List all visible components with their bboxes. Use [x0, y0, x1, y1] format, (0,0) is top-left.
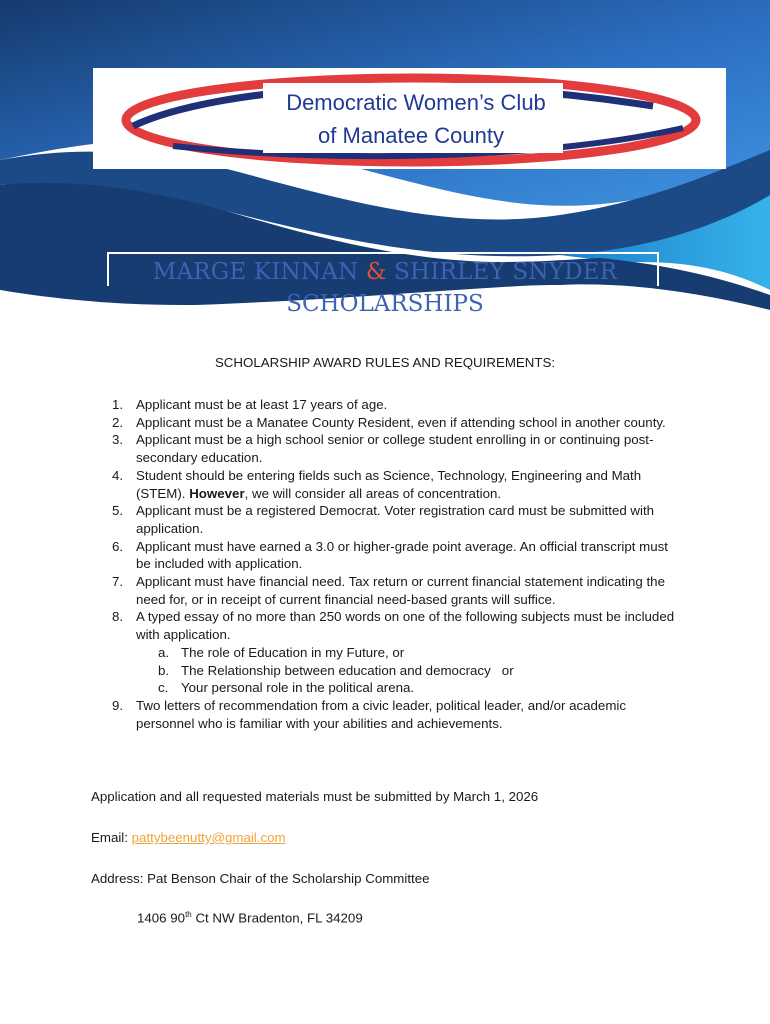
address-line: Address: Pat Benson Chair of the Scholarship Committee — [91, 871, 430, 886]
rule-item — [112, 431, 682, 466]
rules-heading: SCHOLARSHIP AWARD RULES AND REQUIREMENTS: — [214, 355, 556, 370]
street-rest: Ct NW Bradenton, FL 34209 — [191, 910, 363, 926]
rule-number: 9. — [112, 697, 124, 713]
essay-subjects-list — [136, 644, 682, 697]
email-label: Email: — [91, 830, 132, 845]
email-line — [91, 830, 286, 845]
deadline-text: Application and all requested materials must be submitted by March 1, 2026 — [91, 789, 539, 804]
street-number: 1406 90 — [137, 910, 186, 926]
rule-text: Applicant must have financial need. Tax return or current financial statement indicating the need for, or in receipt of current financial need-based grants will suffice. — [136, 574, 665, 607]
rule-item — [112, 538, 682, 573]
title-ampersand: & — [365, 259, 387, 285]
essay-subject — [136, 644, 682, 662]
rules-list — [112, 396, 682, 732]
rule-item — [112, 573, 682, 608]
rule-number: 5. — [112, 503, 124, 519]
rule-text: Student should be entering fields such as Science, Technology, Engineering and Math (STEM). — [136, 467, 642, 501]
logo-graphic — [93, 68, 726, 169]
logo-line1: Democratic Women’s Club — [286, 90, 546, 115]
title-name-1: MARGE KINNAN — [152, 259, 359, 285]
ordinal-suffix: th — [185, 910, 192, 919]
rule-item — [112, 467, 682, 502]
rule-number: 6. — [112, 538, 124, 554]
subject-letter: a. — [158, 644, 170, 660]
rule-number: 4. — [112, 467, 124, 483]
logo-line2: of Manatee County — [318, 123, 504, 148]
subject-text: The Relationship between education and democracy or — [181, 662, 514, 678]
rule-text: Applicant must be a high school senior or college student enrolling in or continuing post-secondary education. — [136, 432, 654, 466]
rule-emphasis: However — [189, 485, 245, 501]
subject-letter: b. — [158, 662, 170, 678]
rule-item — [112, 697, 682, 732]
subject-text: Your personal role in the political arena. — [181, 680, 415, 696]
rule-item — [112, 502, 682, 537]
rule-text: A typed essay of no more than 250 words on one of the following subjects must be included with application. — [136, 609, 675, 643]
rule-number: 3. — [112, 432, 124, 448]
essay-subject — [136, 679, 682, 697]
subject-letter: c. — [158, 680, 169, 696]
rule-item — [112, 396, 682, 414]
subject-text: The role of Education in my Future, or — [181, 644, 405, 660]
rule-text: Applicant must be at least 17 years of age. — [136, 397, 388, 412]
title-name-2: SHIRLEY SNYDER — [394, 259, 618, 285]
street-address — [137, 910, 363, 925]
rule-number: 1. — [112, 397, 124, 412]
rule-text: Two letters of recommendation from a civic leader, political leader, and/or academic personnel who is familiar with your abilities and achievements. — [136, 697, 627, 731]
rule-text: Applicant must have earned a 3.0 or higher-grade point average. An official transcript must be included with application. — [136, 538, 668, 572]
rule-item — [112, 414, 682, 432]
rule-text-continued: , we will consider all areas of concentration. — [244, 485, 502, 501]
scholarship-subtitle: SCHOLARSHIPS — [286, 291, 484, 317]
essay-subject — [136, 662, 682, 680]
rule-number: 2. — [112, 414, 124, 430]
logo — [93, 68, 726, 169]
rule-number: 8. — [112, 609, 124, 625]
rule-number: 7. — [112, 574, 124, 590]
rule-text: Applicant must be a Manatee County Resident, even if attending school in another county. — [136, 414, 666, 430]
rule-item — [112, 608, 682, 697]
email-link[interactable]: pattybeenutty@gmail.com — [131, 830, 286, 845]
scholarship-title — [0, 259, 770, 285]
rule-text: Applicant must be a registered Democrat. Voter registration card must be submitted with application. — [136, 503, 655, 536]
